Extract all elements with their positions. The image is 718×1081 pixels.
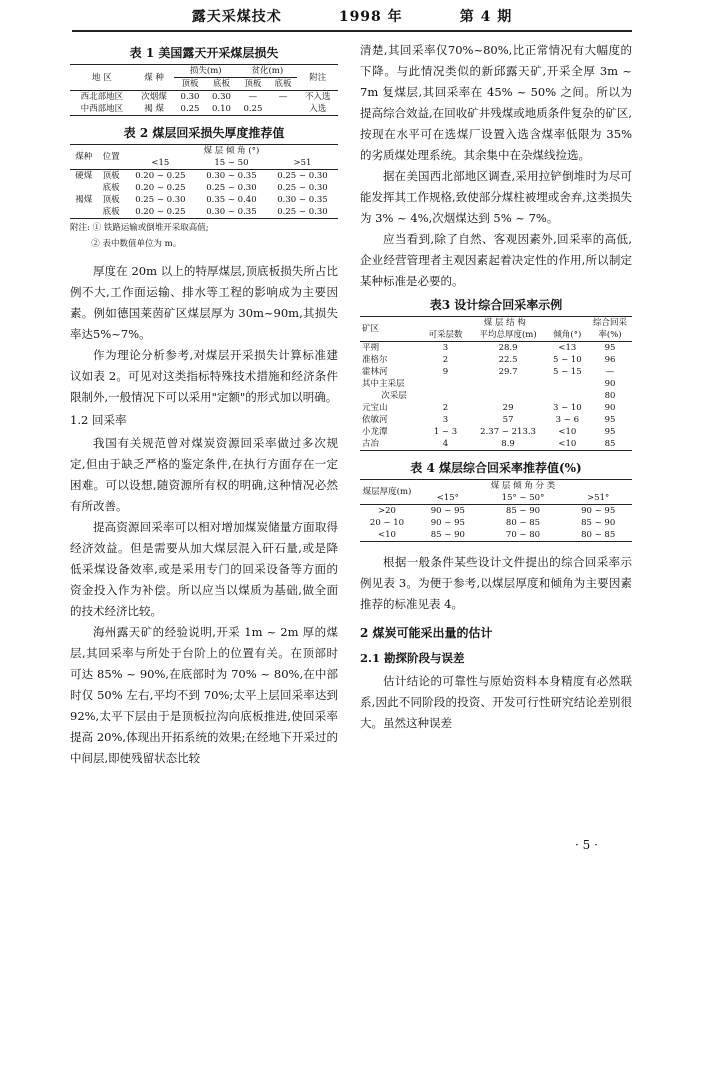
table-cell: 硬煤 bbox=[75, 171, 93, 181]
table-cell: 褐 煤 bbox=[144, 104, 164, 114]
table2-head-pos: 位置 bbox=[97, 145, 124, 170]
table-row bbox=[360, 517, 632, 529]
table-cell bbox=[469, 390, 546, 402]
table-cell: 28.9 bbox=[498, 343, 518, 353]
table-cell: 2 bbox=[442, 403, 449, 413]
table-cell: <10 bbox=[558, 439, 577, 449]
table-cell: 85 ~ 90 bbox=[505, 506, 541, 516]
table-cell: 0.30 ~ 0.35 bbox=[206, 171, 257, 181]
table-cell: 70 ~ 80 bbox=[505, 530, 541, 540]
table-cell: 其中主采层 bbox=[362, 379, 405, 389]
table2-angle: 15 ~ 50 bbox=[196, 157, 267, 170]
table1-sub: 顶板 bbox=[174, 78, 205, 91]
table-cell bbox=[269, 103, 298, 116]
table1-sub: 底板 bbox=[206, 78, 237, 91]
table3-head-rate: 综合回采率(%) bbox=[588, 317, 632, 342]
table-cell: 0.25 ~ 0.30 bbox=[135, 195, 186, 205]
body-paragraph: 我国有关规范曾对煤炭资源回采率做过多次规定,但由于缺乏严格的鉴定条件,在执行方面存在一定困难。可以设想,随资源所有权的明确,这种情况必然有所改善。 bbox=[70, 436, 338, 513]
table-cell: 4 bbox=[442, 439, 449, 449]
body-paragraph: 据在美国西北部地区调查,采用拉铲倒堆时为尽可能发挥其工作规格,致使部分煤柱被埋或舍弃,这类损失为 3% ~ 4%,次烟煤达到 5% ~ 7%。 bbox=[360, 169, 632, 225]
table-row bbox=[360, 354, 632, 366]
table-row bbox=[70, 182, 338, 194]
table-cell: 元宝山 bbox=[362, 403, 388, 413]
table1-sub: 底板 bbox=[269, 78, 298, 91]
table-row bbox=[360, 366, 632, 378]
table-cell: — bbox=[248, 92, 258, 102]
table-cell: 依敏河 bbox=[362, 415, 388, 425]
table2 bbox=[70, 144, 338, 219]
table-cell: 0.35 ~ 0.40 bbox=[206, 195, 257, 205]
table-cell: 85 bbox=[604, 439, 616, 449]
table-cell: 90 ~ 95 bbox=[581, 506, 616, 516]
table3-sub: 倾角(°) bbox=[547, 329, 588, 342]
table-cell: 95 bbox=[604, 343, 616, 353]
table-cell: 20 ~ 10 bbox=[369, 518, 405, 528]
table-cell bbox=[70, 182, 97, 194]
table-cell bbox=[422, 390, 470, 402]
table-cell: 95 bbox=[604, 427, 616, 437]
table-cell: 0.20 ~ 0.25 bbox=[135, 183, 186, 193]
table1-head-loss: 损失(m) bbox=[174, 65, 237, 78]
body-paragraph: 应当看到,除了自然、客观因素外,回采率的高低,企业经营管理者主观因素起着决定性的作用,所以制定某种标准是必要的。 bbox=[360, 232, 632, 288]
table-cell: 次采层 bbox=[381, 391, 407, 401]
table-cell: — bbox=[605, 367, 615, 377]
table1-head-dilution: 贫化(m) bbox=[237, 65, 297, 78]
table2-angle: <15 bbox=[125, 157, 196, 170]
table3-head-mine: 矿区 bbox=[360, 317, 422, 342]
table-cell: — bbox=[278, 92, 288, 102]
table3-sub: 平均总厚度(m) bbox=[469, 329, 546, 342]
body-paragraph: 根据一般条件某些设计文件提出的综合回采率示例见表 3。为便于参考,以煤层厚度和倾角为主要因素推荐的标准见表 4。 bbox=[360, 555, 632, 611]
table-cell: 3 bbox=[442, 415, 449, 425]
table2-head-coal: 煤种 bbox=[70, 145, 97, 170]
table-cell: 29.7 bbox=[498, 367, 518, 377]
table-cell bbox=[547, 378, 588, 390]
table-cell: 80 ~ 85 bbox=[505, 518, 541, 528]
table-cell: 0.10 bbox=[211, 104, 231, 114]
body-paragraph: 作为理论分析参考,对煤层开采损失计算标准建议如表 2。可见对这类指标特殊技术措施和经济条件限制外,一般情况下可以采用"定额"的形式加以明确。 bbox=[70, 348, 338, 404]
table1-head-region: 地 区 bbox=[70, 65, 134, 91]
table3-head-struct: 煤 层 结 构 bbox=[483, 318, 526, 328]
journal-name: 露天采煤技术 bbox=[191, 9, 282, 25]
table-row bbox=[70, 91, 338, 104]
table-cell: 96 bbox=[604, 355, 616, 365]
table-row bbox=[70, 206, 338, 219]
table-row bbox=[70, 170, 338, 183]
table-row bbox=[360, 342, 632, 355]
table-cell: 底板 bbox=[102, 207, 120, 217]
table-row bbox=[360, 529, 632, 542]
table-cell: 9 bbox=[442, 367, 449, 377]
table-cell: 95 bbox=[604, 415, 616, 425]
body-paragraph: 海州露天矿的经验说明,开采 1m ~ 2m 厚的煤层,其回采率与所处于台阶上的位置有关。在顶部时可达 85% ~ 90%,在底部时为 70% ~ 80%,在中部时仅 50% 左右,平均不到 70%;太平上层回采率达到 92%,太平下层由于是顶板拉沟向底板推进,使回采率提高 20%,体现出开拓系统的效果;在经地下开采过的中间层,即使残留状态比较 bbox=[70, 625, 338, 765]
body-paragraph: 清楚,其回采率仅70%~80%,比正常情况有大幅度的下降。与此情况类似的新邱露天矿,开采全厚 3m ~ 7m 复煤层,其回采率在 45% ~ 50% 之间。所以为提高综合效益,在回收矿井残煤或地质条件复杂的矿区,按现在水平可在选煤厂设置入选含煤率低限为 35% 的劣质煤处理系统。其余集中在杂煤线捡选。 bbox=[360, 43, 632, 162]
page-number: · 5 · bbox=[575, 838, 598, 852]
section-heading-2-1: 2.1 勘探阶段与误差 bbox=[360, 651, 465, 665]
table-cell: 霍林河 bbox=[362, 367, 388, 377]
table-cell: 入选 bbox=[309, 104, 327, 114]
table-cell: 0.25 bbox=[243, 104, 263, 114]
table-cell: 29 bbox=[502, 403, 514, 413]
section-heading-2: 2 煤炭可能采出量的估计 bbox=[360, 626, 493, 640]
body-paragraph: 提高资源回采率可以相对增加煤炭储量方面取得经济效益。但是需要从加大煤层混入矸石量,或是降低采煤设备效率,或是采用专门的回采设备等方面的资金投入作为补偿。所以应当以煤质为基础,做全面的技术经济比较。 bbox=[70, 520, 338, 618]
table-cell: 西北部地区 bbox=[80, 92, 124, 102]
table-cell: 小龙潭 bbox=[362, 427, 388, 437]
table-row bbox=[360, 402, 632, 414]
table-row bbox=[360, 438, 632, 451]
table-cell: 0.25 ~ 0.30 bbox=[206, 183, 257, 193]
table-cell: 80 ~ 85 bbox=[581, 530, 616, 540]
table2-head-angle: 煤 层 倾 角 (°) bbox=[203, 146, 260, 156]
table-cell: 5 ~ 10 bbox=[552, 355, 582, 365]
table-cell bbox=[70, 206, 97, 219]
table-cell: 不入选 bbox=[304, 92, 331, 102]
table2-note-2: ② 表中数值单位为 m。 bbox=[91, 239, 182, 249]
table-row bbox=[70, 103, 338, 116]
table-cell: 0.30 bbox=[211, 92, 231, 102]
table-cell: 85 ~ 90 bbox=[581, 518, 616, 528]
table-cell: 57 bbox=[502, 415, 514, 425]
table3-caption: 表3 设计综合回采率示例 bbox=[429, 298, 563, 312]
table4-angle: >51° bbox=[564, 492, 632, 505]
table2-note-1: 附注: ① 铁路运输或倒堆开采取高值; bbox=[70, 223, 209, 233]
left-column bbox=[70, 40, 338, 769]
table-row bbox=[360, 390, 632, 402]
table-cell: 90 ~ 95 bbox=[430, 506, 465, 516]
table1 bbox=[70, 64, 338, 116]
table-cell: 3 ~ 6 bbox=[555, 415, 579, 425]
table-cell: 0.30 ~ 0.35 bbox=[277, 195, 328, 205]
table-cell: 0.25 ~ 0.30 bbox=[277, 207, 328, 217]
table-cell bbox=[469, 378, 546, 390]
table-cell: 0.30 bbox=[180, 92, 200, 102]
table-cell: 底板 bbox=[102, 183, 120, 193]
table-row bbox=[360, 426, 632, 438]
section-heading-1-2: 1.2 回采率 bbox=[70, 413, 127, 427]
table-cell: 3 ~ 10 bbox=[552, 403, 582, 413]
table-cell: <10 bbox=[378, 530, 396, 540]
table4-angle: 15° ~ 50° bbox=[482, 492, 565, 505]
table4-caption: 表 4 煤层综合回采率推荐值(%) bbox=[410, 461, 582, 475]
table-cell bbox=[547, 390, 588, 402]
table-cell: 2 bbox=[442, 355, 449, 365]
table3 bbox=[360, 316, 632, 451]
table-row bbox=[70, 194, 338, 206]
table-cell: 0.25 ~ 0.30 bbox=[277, 171, 328, 181]
table4-head-thick: 煤层厚度(m) bbox=[360, 480, 414, 505]
table-cell: 中西部地区 bbox=[80, 104, 124, 114]
table-cell: 80 bbox=[604, 391, 616, 401]
table-cell: 0.20 ~ 0.25 bbox=[135, 207, 186, 217]
table-cell: 22.5 bbox=[498, 355, 518, 365]
journal-issue: 第 4 期 bbox=[459, 9, 513, 25]
body-paragraph: 估计结论的可靠性与原始资料本身精度有必然联系,因此不同阶段的投资、开发可行性研究结论差别很大。虽然这种误差 bbox=[360, 674, 632, 730]
table-cell: 0.30 ~ 0.35 bbox=[206, 207, 257, 217]
table-cell: 2.37 ~ 213.3 bbox=[480, 427, 536, 437]
table4-head-angle: 煤 层 倾 角 分 类 bbox=[490, 481, 556, 491]
running-header bbox=[72, 6, 632, 32]
table-cell: 平朔 bbox=[362, 343, 380, 353]
table-cell: 5 ~ 15 bbox=[552, 367, 582, 377]
table-row bbox=[360, 378, 632, 390]
table-cell: <10 bbox=[558, 427, 577, 437]
table4 bbox=[360, 479, 632, 542]
table-cell: 准格尔 bbox=[362, 355, 388, 365]
body-paragraph: 厚度在 20m 以上的特厚煤层,顶底板损失所占比例不大,工作面运输、排水等工程的影响成为主要因素。例如德国莱茵矿区煤层厚为 30m~90m,其损失率达5%~7%。 bbox=[70, 264, 338, 341]
table3-sub: 可采层数 bbox=[422, 329, 470, 342]
table-cell: 85 ~ 90 bbox=[430, 530, 465, 540]
table-cell: 8.9 bbox=[501, 439, 515, 449]
table-cell: 1 ~ 3 bbox=[433, 427, 458, 437]
table-cell: >20 bbox=[378, 506, 396, 516]
table-cell bbox=[422, 378, 470, 390]
table1-head-type: 煤 种 bbox=[134, 65, 174, 91]
table-cell: 0.20 ~ 0.25 bbox=[135, 171, 186, 181]
table-cell: 90 ~ 95 bbox=[430, 518, 465, 528]
table-cell: 3 bbox=[442, 343, 449, 353]
table-row bbox=[360, 505, 632, 518]
table-cell: 0.25 ~ 0.30 bbox=[277, 183, 328, 193]
journal-year: 1998 年 bbox=[338, 9, 403, 25]
table-cell: <13 bbox=[558, 343, 577, 353]
table-cell: 古冶 bbox=[362, 439, 380, 449]
table4-angle: <15° bbox=[414, 492, 482, 505]
table2-caption: 表 2 煤层回采损失厚度推荐值 bbox=[123, 126, 285, 140]
table-cell: 顶板 bbox=[102, 171, 120, 181]
table-cell: 0.25 bbox=[180, 104, 200, 114]
table-cell: 褐煤 bbox=[75, 195, 93, 205]
table1-caption: 表 1 美国露天开采煤层损失 bbox=[129, 46, 279, 60]
table-cell: 顶板 bbox=[102, 195, 120, 205]
table-cell: 90 bbox=[604, 403, 616, 413]
table2-angle: >51 bbox=[267, 157, 338, 170]
table-cell: 次烟煤 bbox=[141, 92, 167, 102]
table-row bbox=[360, 414, 632, 426]
table1-sub: 顶板 bbox=[237, 78, 268, 91]
right-column bbox=[360, 40, 632, 734]
table-cell: 90 bbox=[604, 379, 616, 389]
table1-head-note: 附注 bbox=[297, 65, 338, 91]
